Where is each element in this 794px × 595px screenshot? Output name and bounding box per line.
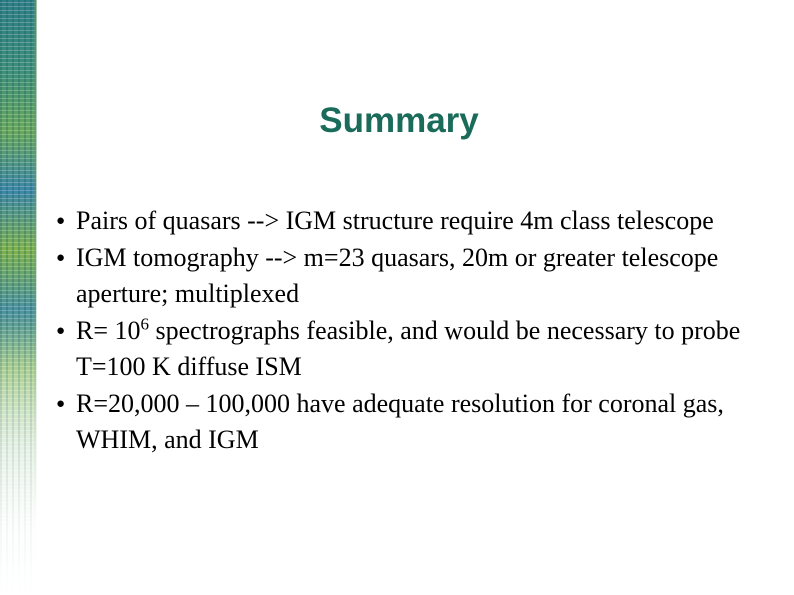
slide-title-text: Summary — [319, 101, 479, 141]
side-strip-edge — [34, 0, 37, 520]
bullet-text: R=20,000 – 100,000 have adequate resolution for coronal gas, WHIM, and IGM — [76, 388, 724, 454]
bullet-marker-icon: ● — [56, 395, 66, 412]
bullet-text-suffix: spectrographs feasible, and would be necessary to probe T=100 K diffuse ISM — [76, 315, 741, 381]
bullet-item-2 — [56, 240, 756, 313]
bullet-superscript: 6 — [140, 313, 150, 333]
bullet-item-3 — [56, 313, 756, 386]
bullet-marker-icon: ● — [56, 322, 66, 339]
bullet-marker-icon: ● — [56, 249, 66, 266]
bullet-marker-icon: ● — [56, 213, 66, 229]
bullet-list — [56, 203, 756, 459]
bullet-item-4 — [56, 386, 756, 459]
bullet-text: IGM tomography --> m=23 quasars, 20m or greater telescope aperture; multiplexed — [76, 242, 719, 308]
bullet-item-1 — [56, 203, 756, 240]
slide-title — [0, 101, 794, 141]
bullet-text: Pairs of quasars --> IGM structure require 4m class telescope — [76, 206, 714, 235]
bullet-text-prefix: R= 10 — [76, 315, 141, 345]
side-decorative-strip — [0, 0, 36, 595]
